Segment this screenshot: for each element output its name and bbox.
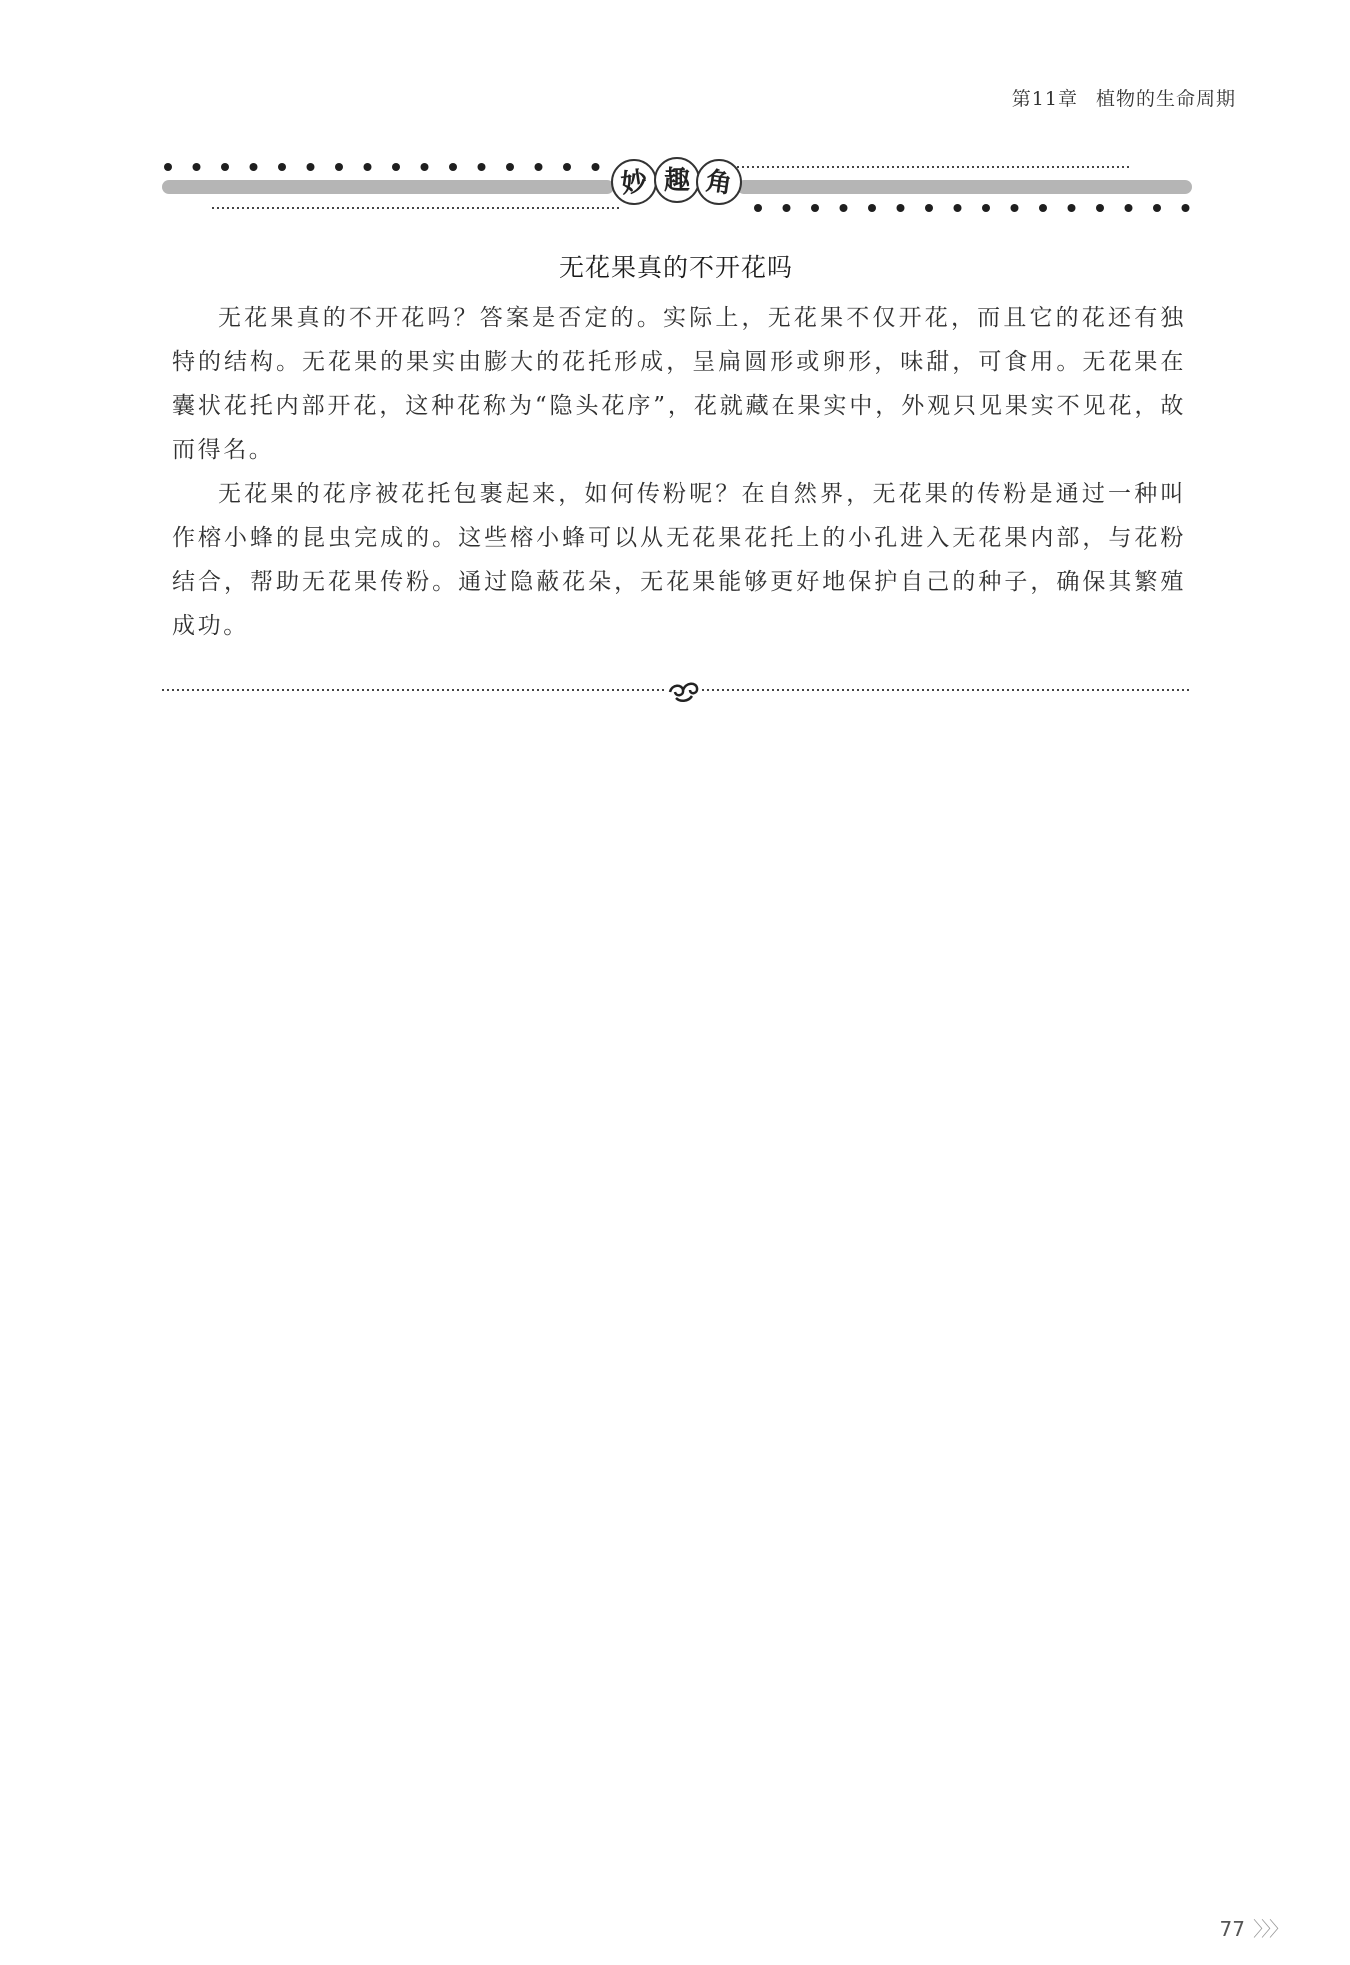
banner-dot: [307, 163, 315, 171]
banner-dot: [506, 163, 514, 171]
banner-dot: [221, 163, 229, 171]
banner-dot: [364, 163, 372, 171]
banner-dot: [868, 204, 876, 212]
banner-dot: [335, 163, 343, 171]
banner-dot: [250, 163, 258, 171]
banner-dot: [840, 204, 848, 212]
page-number: 77: [1219, 1917, 1245, 1941]
banner-graphic: [162, 150, 1192, 220]
banner-dot: [592, 163, 600, 171]
running-header: [1012, 84, 1236, 111]
paragraph: 无花果的花序被花托包裹起来，如何传粉呢？在自然界，无花果的传粉是通过一种叫作榕小蜂的昆虫完成的。这些榕小蜂可以从无花果花托上的小孔进入无花果内部，与花粉结合，帮助无花果传粉。通过隐蔽花朵，无花果能够更好地保护自己的种子，确保其繁殖成功。: [172, 481, 1186, 639]
badge-char-2: 趣: [663, 166, 691, 196]
chapter-title: 植物的生命周期: [1095, 88, 1236, 110]
banner-bottom-dots: [754, 204, 1190, 212]
section-end-rule: [162, 676, 1192, 706]
chevrons-icon: 〉〉〉: [1253, 1917, 1287, 1941]
banner-dot: [535, 163, 543, 171]
banner-dot: [563, 163, 571, 171]
banner-dot: [1125, 204, 1133, 212]
banner-dot: [449, 163, 457, 171]
banner-dot: [925, 204, 933, 212]
section-banner: [162, 150, 1192, 220]
banner-dot: [811, 204, 819, 212]
banner-dot: [478, 163, 486, 171]
paragraph: 无花果真的不开花吗？答案是否定的。实际上，无花果不仅开花，而且它的花还有独特的结构。无花果的果实由膨大的花托形成，呈扁圆形或卵形，味甜，可食用。无花果在囊状花托内部开花，这种花称为“隐头花序”，花就藏在果实中，外观只见果实不见花，故而得名。: [172, 305, 1186, 463]
end-rule-graphic: [162, 676, 1192, 706]
banner-dot: [783, 204, 791, 212]
banner-left-band: [162, 180, 614, 194]
banner-dot: [1039, 204, 1047, 212]
banner-dot: [1011, 204, 1019, 212]
banner-dot: [1182, 204, 1190, 212]
banner-dot: [164, 163, 172, 171]
badge-char-3: 角: [703, 166, 734, 200]
banner-dot: [278, 163, 286, 171]
banner-dot: [754, 204, 762, 212]
banner-right-band: [737, 180, 1192, 194]
banner-dot: [982, 204, 990, 212]
banner-dot: [897, 204, 905, 212]
scroll-ornament-icon: [670, 684, 697, 701]
banner-dot: [421, 163, 429, 171]
banner-dot: [1096, 204, 1104, 212]
banner-dot: [1153, 204, 1161, 212]
article-body: [172, 296, 1186, 648]
banner-dot: [193, 163, 201, 171]
chapter-number: 第11章: [1011, 88, 1078, 110]
article-title: 无花果真的不开花吗: [558, 253, 793, 282]
banner-dot: [954, 204, 962, 212]
banner-dot: [392, 163, 400, 171]
banner-badges: [612, 158, 741, 204]
banner-top-dots: [164, 163, 600, 171]
page-footer: [1220, 1913, 1287, 1942]
banner-dot: [1068, 204, 1076, 212]
badge-char-1: 妙: [619, 166, 650, 200]
